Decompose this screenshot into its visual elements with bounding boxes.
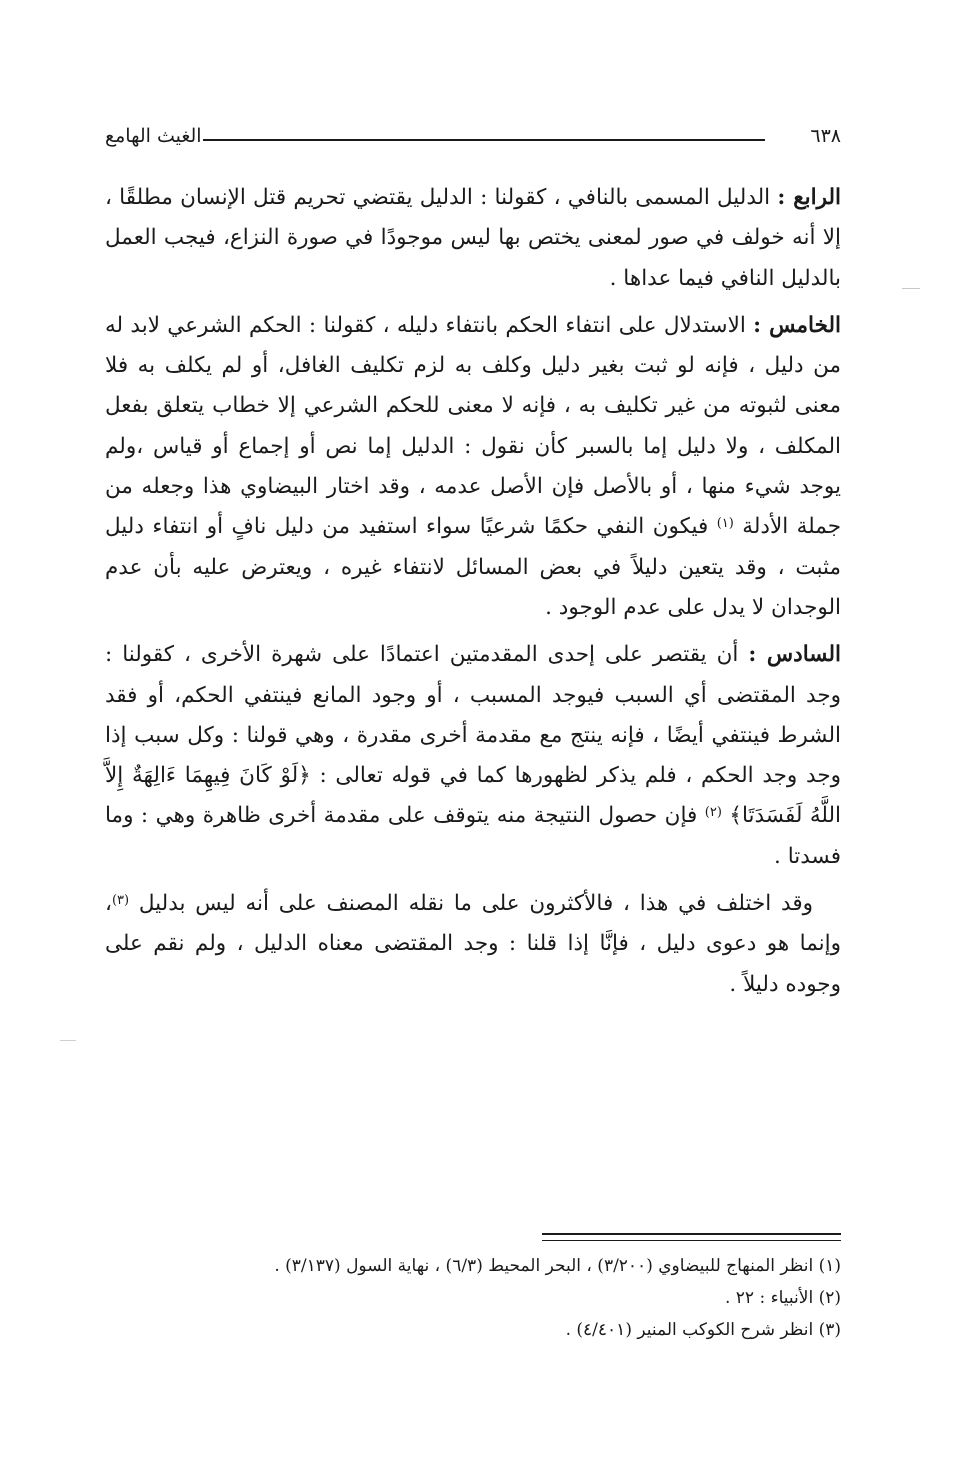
running-title: الغيث الهامع xyxy=(105,125,202,147)
footnote-1: (١) انظر المنهاج للبيضاوي (٣/٢٠٠) ، البحر المحيط (٦/٣) ، نهاية السول (٣/١٣٧) . xyxy=(274,1256,841,1276)
page-number: ٦٣٨ xyxy=(810,125,841,147)
paragraph-disagreement xyxy=(105,884,841,1005)
footnote-marker: (٢) xyxy=(704,805,722,821)
paragraph-sixth xyxy=(105,635,841,877)
footnotes xyxy=(105,1250,841,1346)
paragraph-lead: الخامس : xyxy=(753,312,841,338)
running-header xyxy=(105,124,841,154)
paragraph-lead: السادس : xyxy=(748,642,841,668)
footnote-marker: (١) xyxy=(716,516,734,532)
paragraph-lead: الرابع : xyxy=(777,185,841,210)
footnote-2: (٢) الأنبياء : ٢٢ . xyxy=(724,1288,841,1308)
header-rule xyxy=(203,139,765,141)
paragraph-text: أن يقتصر على إحدى المقدمتين اعتمادًا على شهرة الأخرى ، كقولنا : وجد المقتضى أي السبب فيوجد المسبب ، أو وجود المانع فينتفي الحكم، أو فقد الشرط فينتفي أيضًا ، فإنه ينتج مع مقدمة أخرى مقدرة ، وهي قولنا : وكل سبب إذا وجد وجد الحكم ، فلم يذكر لظهورها كما في قوله تعالى : ﴿لَوْ كَانَ فِيهِمَا ءَالِهَةٌ إِلاَّ اللَّهُ لَفَسَدَتَا﴾ xyxy=(105,642,841,829)
paragraph-fifth xyxy=(105,306,841,628)
paragraph-text: فيكون النفي حكمًا شرعيًا سواء استفيد من دليل نافٍ أو انتفاء دليل مثبت ، وقد يتعين دليلاً في بعض المسائل لانتفاء غيره ، ويعترض عليه بأن عدم الوجدان لا يدل على عدم الوجود . xyxy=(105,514,841,620)
footnote-marker: (٣) xyxy=(111,893,130,909)
paragraph-text: فإن حصول النتيجة منه يتوقف على مقدمة أخرى ظاهرة وهي : وما فسدتا . xyxy=(105,803,841,869)
main-text xyxy=(105,178,841,1012)
paragraph-fourth xyxy=(105,178,841,299)
footnote-3: (٣) انظر شرح الكوكب المنير (٤/٤٠١) . xyxy=(565,1320,841,1340)
paragraph-text: وقد اختلف في هذا ، فالأكثرون على ما نقله المصنف على أنه ليس بدليل xyxy=(138,891,813,917)
paragraph-text: الدليل المسمى بالنافي ، كقولنا : الدليل يقتضي تحريم قتل الإنسان مطلقًا ، إلا أنه خولف في صور لمعنى يختص بها ليس موجودًا في صورة النزاع، فيجب العمل بالدليل النافي فيما عداها . xyxy=(105,185,841,291)
margin-mark xyxy=(60,1040,76,1041)
book-page xyxy=(105,0,841,1477)
paragraph-text: ، وإنما هو دعوى دليل ، فإنَّا إذا قلنا : وجد المقتضى معناه الدليل ، ولم نقم على وجوده دليلاً . xyxy=(105,891,841,997)
footnote-separator xyxy=(542,1233,841,1241)
paragraph-text: الاستدلال على انتفاء الحكم بانتفاء دليله ، كقولنا : الحكم الشرعي لابد له من دليل ، فإنه لو ثبت بغير دليل وكلف به لزم تكليف الغافل، أو لم يكلف به فلا معنى لثبوته من غير تكليف به ، فإنه لا معنى للحكم الشرعي إلا خطاب يتعلق بفعل المكلف ، ولا دليل إما بالسبر كأن نقول : الدليل إما نص أو إجماع أو قياس ،ولم يوجد شيء منها ، أو بالأصل فإن الأصل عدمه ، وقد اختار البيضاوي هذا وجعله من جملة الأدلة xyxy=(105,312,841,540)
margin-mark xyxy=(902,288,920,289)
